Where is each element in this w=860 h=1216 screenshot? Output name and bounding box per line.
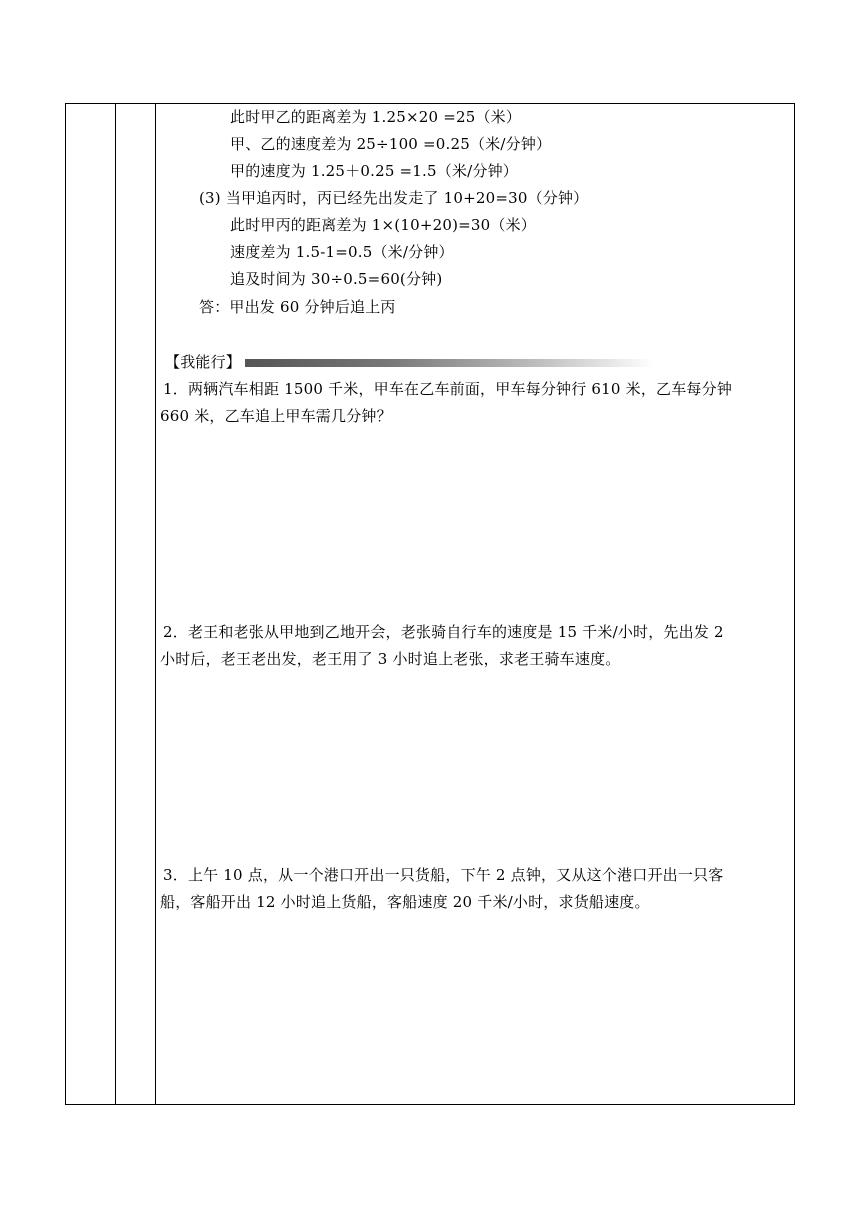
solution-line: 此时甲丙的距离差为 1×(10+20)=30（米） [230, 216, 536, 234]
solution-line: (3) 当甲追丙时，丙已经先出发走了 10+20=30（分钟） [199, 189, 589, 207]
solution-line: 甲、乙的速度差为 25÷100 =0.25（米/分钟） [230, 135, 552, 153]
problem-2-line-1: 2．老王和老张从甲地到乙地开会，老张骑自行车的速度是 15 千米/小时，先出发 2 [163, 623, 724, 641]
problem-1-line-2: 660 米，乙车追上甲车需几分钟？ [160, 407, 392, 425]
problem-1-line-1: 1．两辆汽车相距 1500 千米，甲车在乙车前面，甲车每分钟行 610 米，乙车每分钟 [163, 380, 733, 398]
problem-2-line-2: 小时后，老王老出发，老王用了 3 小时追上老张，求老王骑车速度。 [160, 650, 621, 668]
section-banner-bar [245, 359, 655, 367]
solution-line: 速度差为 1.5-1=0.5（米/分钟） [230, 243, 454, 261]
problem-3-line-2: 船，客船开出 12 小时追上货船，客船速度 20 千米/小时，求货船速度。 [160, 893, 650, 911]
section-title: 【我能行】 [165, 353, 242, 371]
answer-line: 答：甲出发 60 分钟后追上丙 [199, 298, 396, 316]
column-divider-1 [115, 104, 116, 1104]
problem-3-line-1: 3．上午 10 点，从一个港口开出一只货船，下午 2 点钟，又从这个港口开出一只客 [163, 866, 724, 884]
solution-line: 甲的速度为 1.25＋0.25 =1.5（米/分钟） [230, 162, 519, 180]
content-cell [155, 103, 795, 1105]
solution-line: 此时甲乙的距离差为 1.25×20 =25（米） [230, 108, 522, 126]
solution-line: 追及时间为 30÷0.5=60(分钟) [230, 270, 443, 288]
